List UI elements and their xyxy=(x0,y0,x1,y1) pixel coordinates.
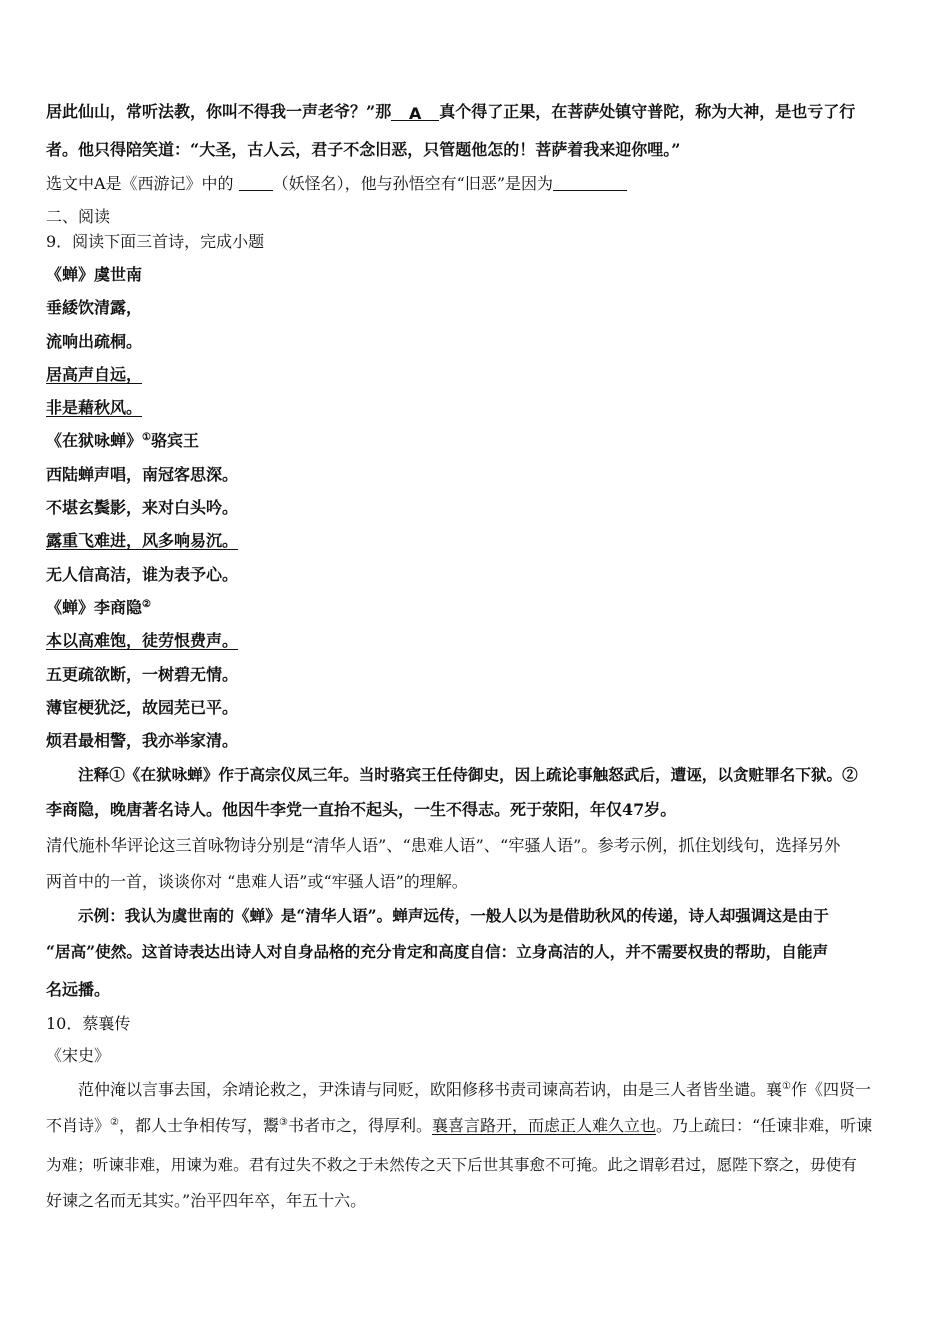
q10-para-line-1 xyxy=(78,1080,871,1100)
q10-underlined-sentence: 襄喜言路开，而虑正人难久立也 xyxy=(431,1116,656,1135)
q10-para-line-3: 为难；听谏非难，用谏为难。君有过失不救之于未然传之天下后世其事愈不可掩。此之谓彰君过，愿陛下察之，毋使有 xyxy=(46,1156,857,1174)
q8-question xyxy=(46,174,627,194)
q8-question-mid: （妖怪名），他与孙悟空有“旧恶”是因为 xyxy=(272,174,554,193)
q10-title: 10．蔡襄传 xyxy=(46,1014,131,1033)
poem2-line-2: 不堪玄鬓影，来对白头吟。 xyxy=(46,498,239,517)
q10-p2-a: 不肖诗》 xyxy=(46,1116,111,1135)
footnote-mark-q10-3: ③ xyxy=(279,1117,288,1128)
section-heading: 二、阅读 xyxy=(46,207,111,226)
q8-line-2: 者。他只得陪笑道：“大圣，古人云，君子不念旧恶，只管题他怎的！菩萨着我来迎你哩。” xyxy=(46,140,681,159)
poem3-title: 《蝉》李商隐 xyxy=(46,598,143,617)
q8-line-1 xyxy=(46,102,855,122)
poem2-line-3-underlined: 露重飞难进，风多响易沉。 xyxy=(46,531,239,550)
example-line-1: 示例：我认为虞世南的《蝉》是“清华人语”。蝉声远传，一般人以为是借助秋风的传递，诗人却强调这是由于 xyxy=(78,906,829,925)
poem1-line-3-underlined: 居高声自远， xyxy=(46,365,143,384)
q10-p2-b: ，都人士争相传写，鬻 xyxy=(118,1116,279,1135)
task-line-2: 两首中的一首，谈谈你对 “患难人语”或“牢骚人语”的理解。 xyxy=(46,872,468,891)
task-line-1: 清代施朴华评论这三首咏物诗分别是“清华人语”、“患难人语”、“牢骚人语”。参考示例，抓住划线句，选择另外 xyxy=(46,836,841,855)
q10-p2-c: 书者市之，得厚利。 xyxy=(287,1116,432,1135)
poem3-line-2: 五更疏欲断，一树碧无情。 xyxy=(46,665,239,684)
q10-p1-end: 作《四贤一 xyxy=(790,1080,871,1099)
example-line-2: “居高”使然。这首诗表达出诗人对自身品格的充分肯定和高度自信：立身高洁的人，并不需要权贵的帮助，自能声 xyxy=(46,942,829,961)
q8-answer-blank: A xyxy=(391,104,439,121)
q10-p2-d: 。乃上疏曰：“任谏非难，听谏 xyxy=(656,1116,873,1135)
footnote-mark-q10-2: ② xyxy=(110,1117,119,1128)
footnote-mark-q10-1: ① xyxy=(782,1081,791,1092)
poem3-line-1-underlined: 本以高难饱，徒劳恨费声。 xyxy=(46,631,239,650)
poem2-line-4: 无人信高洁，谁为表予心。 xyxy=(46,565,239,584)
poem2-title-line xyxy=(46,431,199,451)
note-line-1: 注释①《在狱咏蝉》作于高宗仪凤三年。当时骆宾王任侍御史，因上疏论事触怒武后，遭诬，以贪赃罪名下狱。② xyxy=(78,765,858,784)
q10-source: 《宋史》 xyxy=(46,1046,111,1065)
poem3-line-4: 烦君最相警，我亦举家清。 xyxy=(46,731,239,750)
q10-para-line-4: 好谏之名而无其实。”治平四年卒，年五十六。 xyxy=(46,1191,367,1210)
poem1-line-2: 流响出疏桐。 xyxy=(46,332,143,351)
q8-question-pre: 选文中A是《西游记》中的 xyxy=(46,174,234,193)
poem2-title: 《在狱咏蝉》 xyxy=(46,431,143,450)
poem1-title: 《蝉》虞世南 xyxy=(46,265,143,284)
poem2-line-1: 西陆蝉声唱，南冠客思深。 xyxy=(46,465,239,484)
q8-line1-post: 真个得了正果，在菩萨处镇守普陀，称为大神，是也亏了行 xyxy=(439,102,856,121)
q10-para-line-2 xyxy=(46,1116,872,1136)
footnote-mark-1: ① xyxy=(142,432,151,443)
poem1-line-1: 垂緌饮清露， xyxy=(46,298,143,317)
q8-blank-monster[interactable] xyxy=(239,174,273,191)
q10-p1-text: 范仲淹以言事去国，余靖论救之，尹洙请与同贬，欧阳修移书责司谏高若讷，由是三人者皆坐谴。襄 xyxy=(78,1080,783,1099)
example-line-3: 名远播。 xyxy=(46,980,111,999)
note-line-2: 李商隐，晚唐著名诗人。他因牛李党一直抬不起头，一生不得志。死于荥阳，年仅47岁。 xyxy=(46,800,677,819)
poem1-line-4-underlined: 非是藉秋风。 xyxy=(46,398,143,417)
poem3-line-3: 薄宦梗犹泛，故园芜已平。 xyxy=(46,698,239,717)
poem3-title-line xyxy=(46,598,151,618)
q8-blank-reason[interactable] xyxy=(553,174,627,191)
q8-line1-pre: 居此仙山，常听法教，你叫不得我一声老爷？”那 xyxy=(46,102,392,121)
footnote-mark-2: ② xyxy=(142,599,151,610)
q9-title: 9．阅读下面三首诗，完成小题 xyxy=(46,232,265,251)
poem2-author: 骆宾王 xyxy=(150,431,199,450)
